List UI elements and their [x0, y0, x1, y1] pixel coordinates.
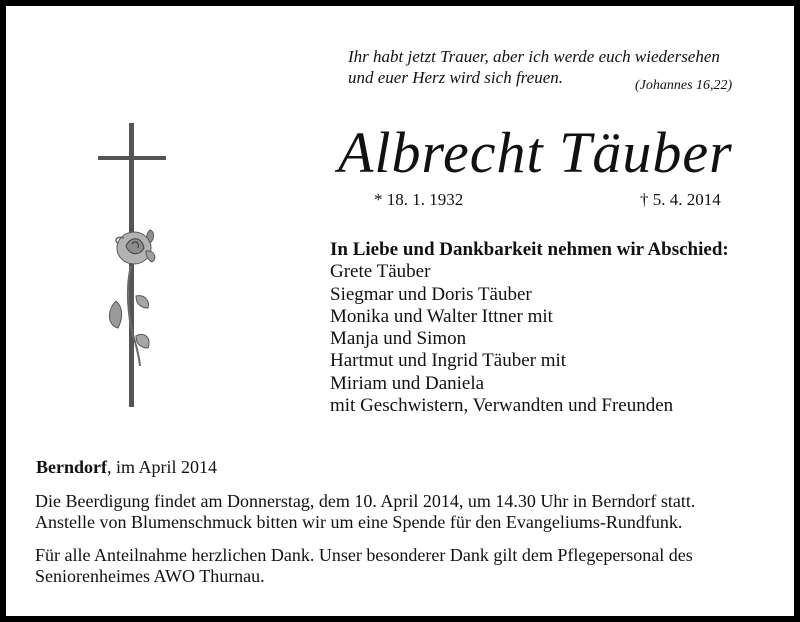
thanks-line-2: Seniorenheimes AWO Thurnau.: [35, 566, 265, 586]
funeral-line-2: Anstelle von Blumenschmuck bitten wir um eine Spende für den Evangeliums-Rundfunk.: [35, 512, 683, 532]
thanks-note: [35, 545, 795, 587]
thanks-line-1: Für alle Anteilnahme herzlichen Dank. Unser besonderer Dank gilt dem Pflegepersonal des: [35, 545, 693, 565]
birth-date: * 18. 1. 1932: [374, 190, 464, 209]
deceased-name: Albrecht Täuber: [338, 120, 733, 185]
verse-reference: (Johannes 16,22): [635, 78, 733, 93]
notice-date: , im April 2014: [107, 457, 218, 477]
mourner-line: Hartmut und Ingrid Täuber mit: [330, 350, 567, 372]
cross-with-rose-icon: [86, 116, 186, 416]
verse-line-1: Ihr habt jetzt Trauer, aber ich werde euch wiedersehen: [348, 47, 720, 66]
mourners-list: [330, 239, 729, 417]
verse-line-2: und euer Herz wird sich freuen.: [348, 68, 563, 87]
mourners-heading: In Liebe und Dankbarkeit nehmen wir Abschied:: [330, 239, 729, 260]
mourner-line: Miriam und Daniela: [330, 372, 485, 394]
mourner-line: Grete Täuber: [330, 261, 431, 283]
place-name: Berndorf: [36, 457, 107, 477]
funeral-line-1: Die Beerdigung findet am Donnerstag, dem 10. April 2014, um 14.30 Uhr in Berndorf statt.: [35, 491, 696, 511]
mourner-line: mit Geschwistern, Verwandten und Freunden: [330, 395, 674, 417]
obituary-notice: [6, 6, 794, 616]
place-and-date: [36, 457, 217, 478]
mourner-line: Siegmar und Doris Täuber: [330, 283, 532, 305]
mourner-line: Manja und Simon: [330, 328, 467, 350]
death-date: † 5. 4. 2014: [640, 190, 721, 209]
funeral-info: [35, 491, 800, 533]
mourner-line: Monika und Walter Ittner mit: [330, 305, 553, 327]
bible-verse: [348, 46, 768, 93]
